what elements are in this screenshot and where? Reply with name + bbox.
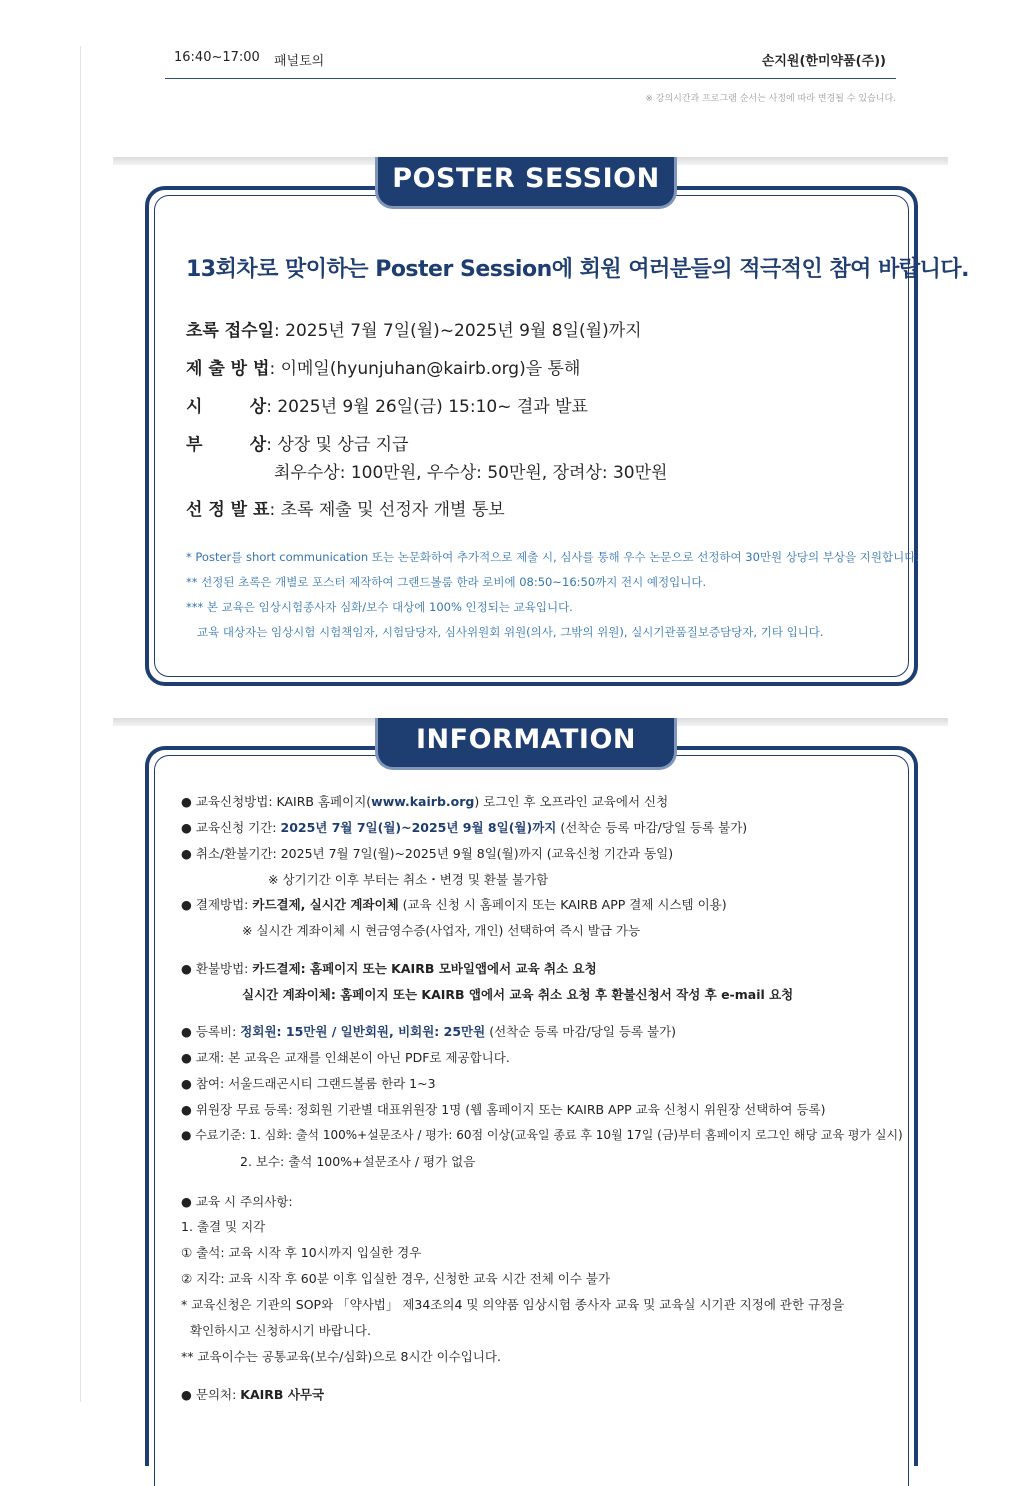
info-criteria-1: ● 수료기준: 1. 심화: 출석 100%+설문조사 / 평가: 60점 이상(교육일 종료 후 10월 17일 (금)부터 홈페이지 로그인 해당 교육 평가 실시) xyxy=(181,1128,903,1142)
highlight: 정회원: 15만원 / 일반회원, 비회원: 25만원 xyxy=(240,1024,486,1039)
caution-line: ** 교육이수는 공통교육(보수/심화)으로 8시간 이수입니다. xyxy=(181,1349,501,1364)
info-panel-inner-border xyxy=(154,755,909,1486)
poster-row-selection xyxy=(186,495,505,520)
row-label: 초록 접수일 xyxy=(186,321,275,341)
highlight: KAIRB 사무국 xyxy=(240,1387,325,1402)
info-venue: ● 참여: 서울드래곤시티 그랜드볼룸 한라 1~3 xyxy=(181,1076,436,1091)
row-label: 부 상 xyxy=(186,435,267,455)
poster-row-deadline xyxy=(186,316,642,341)
row-value: : 2025년 7월 7일(월)~2025년 9월 8일(월)까지 xyxy=(274,321,642,341)
caution-line: * 교육신청은 기관의 SOP와 「약사법」 제34조의4 및 의약품 임상시험 종사자 교육 및 교육실 시기관 지정에 관한 규정을 xyxy=(181,1297,845,1312)
text: (선착순 등록 마감/당일 등록 불가) xyxy=(556,820,748,835)
info-cancel-period: ● 취소/환불기간: 2025년 7월 7일(월)~2025년 9월 8일(월)까지 (교육신청 기간과 동일) xyxy=(181,846,674,861)
info-refund-bank: 실시간 계좌이체: 홈페이지 또는 KAIRB 앱에서 교육 취소 요청 후 환불신청서 작성 후 e-mail 요청 xyxy=(242,987,794,1002)
text: ● 교육신청 기간: xyxy=(181,820,281,835)
row-label: 제 출 방 법 xyxy=(186,359,270,379)
poster-note-2: ** 선정된 초록은 개별로 포스터 제작하여 그랜드볼룸 한라 로비에 08:50~16:50까지 전시 예정입니다. xyxy=(186,575,707,589)
info-criteria-2: 2. 보수: 출석 100%+설문조사 / 평가 없음 xyxy=(240,1154,476,1169)
row-label: 시 상 xyxy=(186,397,267,417)
poster-row-award xyxy=(186,392,588,417)
schedule-row xyxy=(174,50,886,70)
info-chair: ● 위원장 무료 등록: 정회원 기관별 대표위원장 1명 (웹 홈페이지 또는 KAIRB APP 교육 신청시 위원장 선택하여 등록) xyxy=(181,1102,826,1117)
row-label: 선 정 발 표 xyxy=(186,500,270,520)
kairb-website-link[interactable]: www.kairb.org xyxy=(371,794,475,809)
row-value: : 상장 및 상금 지급 xyxy=(266,435,409,455)
info-payment xyxy=(181,895,727,913)
row-value: : 초록 제출 및 선정자 개별 통보 xyxy=(269,500,505,520)
text: ● 등록비: xyxy=(181,1024,241,1039)
schedule-divider xyxy=(165,78,896,79)
poster-note-4: 교육 대상자는 임상시험 시험책임자, 시험담당자, 심사위원회 위원(의사, 그밖의 위원), 실시기관품질보증담당자, 기타 입니다. xyxy=(197,625,824,639)
caution-line: ① 출석: 교육 시작 후 10시까지 입실한 경우 xyxy=(181,1245,422,1260)
poster-row-prize xyxy=(186,430,409,455)
info-apply-method xyxy=(181,792,668,810)
poster-headline: 13회차로 맞이하는 Poster Session에 회원 여러분들의 적극적인 참여 바랍니다. xyxy=(186,257,969,282)
text: ● 교육신청방법: KAIRB 홈페이지( xyxy=(181,794,372,809)
schedule-speaker: 손지원(한미약품(주)) xyxy=(761,54,886,69)
info-caution-title: ● 교육 시 주의사항: xyxy=(181,1194,293,1209)
text: ● 문의처: xyxy=(181,1387,241,1402)
info-payment-note: ※ 실시간 계좌이체 시 현금영수증(사업자, 개인) 선택하여 즉시 발급 가능 xyxy=(242,923,641,938)
highlight: 카드결제: 홈페이지 또는 KAIRB 모바일앱에서 교육 취소 요청 xyxy=(252,961,597,976)
text: ● 환불방법: xyxy=(181,961,253,976)
poster-row-method xyxy=(186,354,580,379)
text: ) 로그인 후 오프라인 교육에서 신청 xyxy=(474,794,669,809)
poster-prize-detail: 최우수상: 100만원, 우수상: 50만원, 장려상: 30만원 xyxy=(274,463,668,483)
info-cancel-note: ※ 상기기간 이후 부터는 취소・변경 및 환불 불가함 xyxy=(268,872,549,887)
caution-line: 1. 출결 및 지각 xyxy=(181,1219,266,1234)
text: ● 결제방법: xyxy=(181,897,253,912)
row-value: : 2025년 9월 26일(금) 15:10~ 결과 발표 xyxy=(266,397,588,417)
info-material: ● 교재: 본 교육은 교재를 인쇄본이 아닌 PDF로 제공합니다. xyxy=(181,1050,510,1065)
left-margin-line xyxy=(80,46,81,1402)
poster-session-tab: POSTER SESSION xyxy=(375,157,677,209)
schedule-time: 16:40~17:00 xyxy=(174,50,260,65)
caution-line: 확인하시고 신청하시기 바랍니다. xyxy=(190,1323,371,1338)
schedule-title: 패널토의 xyxy=(274,54,325,69)
caution-line: ② 지각: 교육 시작 후 60분 이후 입실한 경우, 신청한 교육 시간 전체 이수 불가 xyxy=(181,1271,611,1286)
text: (교육 신청 시 홈페이지 또는 KAIRB APP 결제 시스템 이용) xyxy=(398,897,727,912)
poster-note-1: * Poster를 short communication 또는 논문화하여 추가적으로 제출 시, 심사를 통해 우수 논문으로 선정하여 30만원 상당의 부상을 지원합니다. xyxy=(186,550,919,564)
info-refund xyxy=(181,959,597,977)
info-fee xyxy=(181,1022,676,1040)
text: (선착순 등록 마감/당일 등록 불가) xyxy=(485,1024,677,1039)
schedule-notice: ※ 강의시간과 프로그램 순서는 사정에 따라 변경될 수 있습니다. xyxy=(645,94,896,104)
information-tab: INFORMATION xyxy=(375,718,677,770)
highlight: 2025년 7월 7일(월)~2025년 9월 8일(월)까지 xyxy=(280,820,557,835)
info-apply-period xyxy=(181,818,747,836)
info-contact xyxy=(181,1385,324,1403)
poster-note-3: *** 본 교육은 임상시험종사자 심화/보수 대상에 100% 인정되는 교육입니다. xyxy=(186,600,573,614)
highlight: 카드결제, 실시간 계좌이체 xyxy=(252,897,399,912)
row-value: : 이메일(hyunjuhan@kairb.org)을 통해 xyxy=(269,359,581,379)
